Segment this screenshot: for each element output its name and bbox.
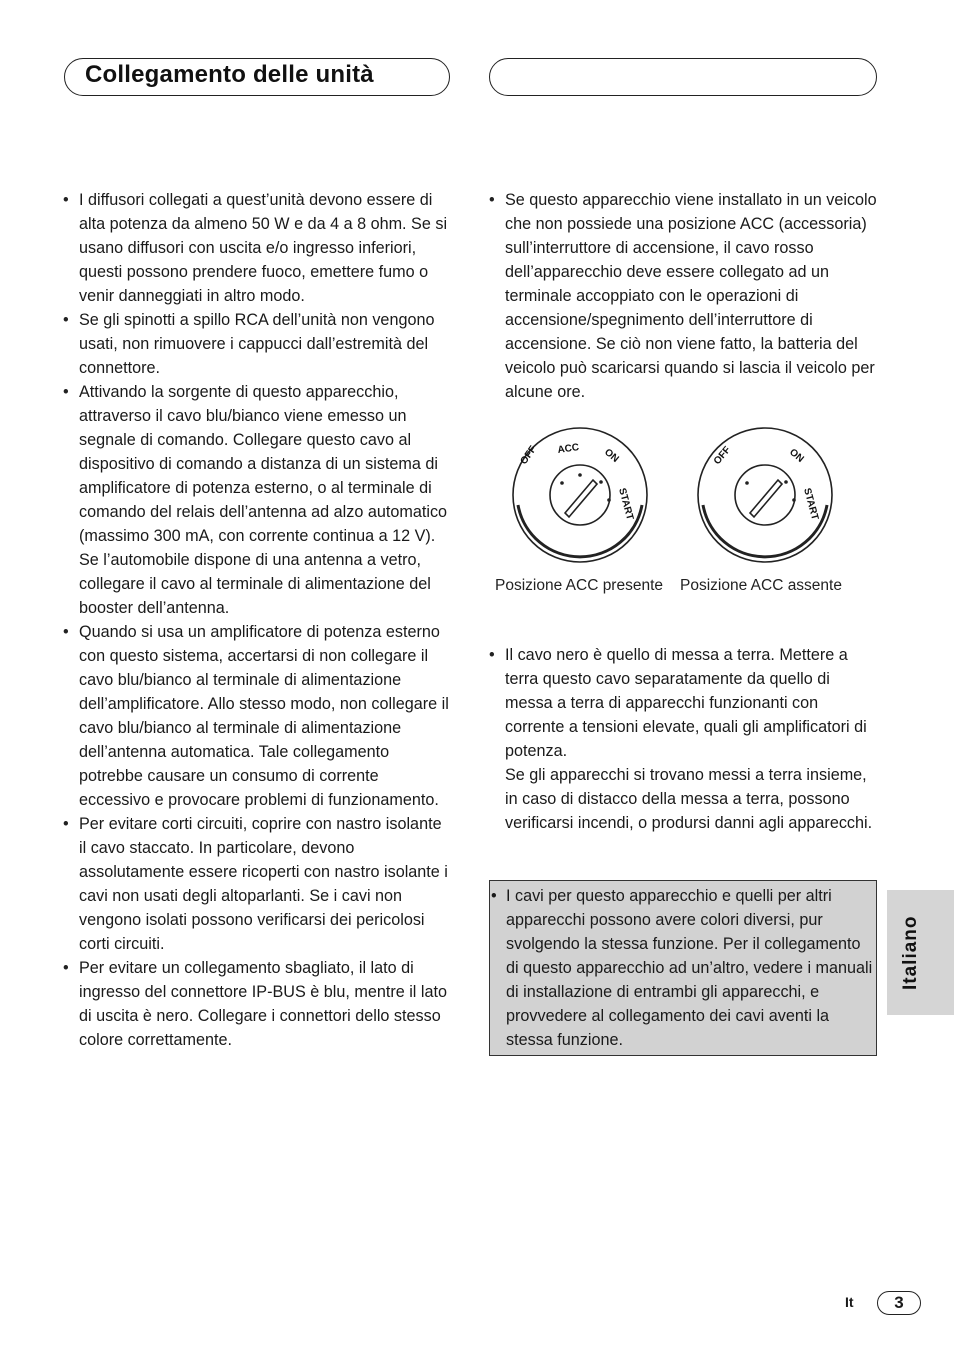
list-item: • Per evitare corti circuiti, coprire con nastro isolante il cavo staccato. In particolare, devono assolutamente essere ricoperti con nastro isolante i cavi non usati degli altoparlanti. Se i cavi non vengono isolati possono verificarsi dei pericolosi corti circuiti. xyxy=(63,812,453,956)
svg-text:ON: ON xyxy=(602,446,621,465)
right-column-middle xyxy=(489,643,881,835)
bullet-list xyxy=(63,188,453,1052)
language-tab-label: Italiano xyxy=(900,915,921,990)
list-item: • I diffusori collegati a quest’unità devono essere di alta potenza da almeno 50 W e da 4 a 8 ohm. Se si usano diffusori con uscita e/o ingresso inferiori, questi possono prendere fuoco, emettere fumo o venir danneggiati in altro modo. xyxy=(63,188,453,308)
list-item: • Quando si usa un amplificatore di potenza esterno con questo sistema, accertarsi di non collegare il cavo blu/bianco al terminale di alimentazione dell’amplificatore. Allo stesso modo, non collegare il cavo blu/bianco al terminale di alimentazione dell’antenna automatica. Tale collegamento potrebbe causare un consumo di corrente eccessivo e provocare problemi di funzionamento. xyxy=(63,620,453,812)
svg-text:OFF: OFF xyxy=(518,444,539,467)
figure-caption: Posizione ACC presente xyxy=(495,577,664,594)
list-item: • Se gli spinotti a spillo RCA dell’unità non vengono usati, non rimuovere i cappucci dall’estremità del connettore. xyxy=(63,308,453,380)
page-number: 3 xyxy=(877,1291,921,1315)
section-header-empty xyxy=(489,58,877,96)
left-column xyxy=(63,188,453,1052)
list-item xyxy=(489,643,881,835)
bullet-list xyxy=(490,881,876,1052)
position-dot xyxy=(784,480,788,484)
list-item: • Se questo apparecchio viene installato in un veicolo che non possiede una posizione ACC (accessoria) sull’interruttore di accensione, il cavo rosso dell’apparecchio deve essere collegato ad un terminale accoppiato con le operazioni di accensione/spegnimento dell’interruttore di accensione. Se ciò non viene fatto, la batteria del veicolo può scaricarsi quando si lascia il veicolo per alcune ore. xyxy=(489,188,881,404)
list-item: • Per evitare un collegamento sbagliato, il lato di ingresso del connettore IP-BUS è blu, mentre il lato di uscita è nero. Collegare i connettori dello stesso colore correttamente. xyxy=(63,956,453,1052)
position-dot xyxy=(745,481,749,485)
language-code: It xyxy=(845,1294,854,1310)
section-header xyxy=(64,58,450,96)
note-box xyxy=(489,880,877,1056)
svg-text:OFF: OFF xyxy=(711,444,734,467)
bullet-list xyxy=(489,188,881,404)
svg-text:START: START xyxy=(801,486,821,522)
figure-caption: Posizione ACC assente xyxy=(680,577,842,594)
position-dot xyxy=(607,498,611,502)
ground-paragraph: Se gli apparecchi si trovano messi a terra insieme, in caso di distacco della messa a terra, possono verificarsi incendi, o prodursi danni agli apparecchi. xyxy=(505,766,873,832)
page-title: Collegamento delle unità xyxy=(85,61,374,88)
list-item: • I cavi per questo apparecchio e quelli per altri apparecchi possono avere colori diversi, pur svolgendo la stessa funzione. Per il collegamento di questo apparecchio ad un’altro, vedere i manuali di installazione di entrambi gli apparecchi, e provvedere al collegamento dei cavi aventi la stessa funzione. xyxy=(490,881,876,1052)
svg-text:ON: ON xyxy=(787,446,806,465)
list-item: • Attivando la sorgente di questo apparecchio, attraverso il cavo blu/bianco viene emesso un segnale di comando. Collegare questo cavo al dispositivo di comando a distanza di un sistema di amplificatore di potenza esterno, o al terminale di comando del relais dell’antenna ad alzo automatico (massimo 300 mA, con corrente continua a 12 V). Se l’automobile dispone di una antenna a vetro, collegare il cavo al terminale di alimentazione del booster dell’antenna. xyxy=(63,380,453,620)
position-dot xyxy=(560,481,564,485)
bullet-list xyxy=(489,643,881,835)
svg-text:ACC: ACC xyxy=(556,442,580,456)
ignition-switch-acc-figure xyxy=(505,420,655,570)
svg-text:START: START xyxy=(616,486,636,522)
position-dot xyxy=(578,473,582,477)
ground-paragraph: Il cavo nero è quello di messa a terra. Mettere a terra questo cavo separatamente da quello di messa a terra di apparecchi funzionanti con corrente a tensioni elevate, quali gli amplificatori di potenza. xyxy=(505,646,867,760)
position-dot xyxy=(599,480,603,484)
ignition-switch-no-acc-figure xyxy=(690,420,840,570)
position-dot xyxy=(792,498,796,502)
right-column-top xyxy=(489,188,881,404)
